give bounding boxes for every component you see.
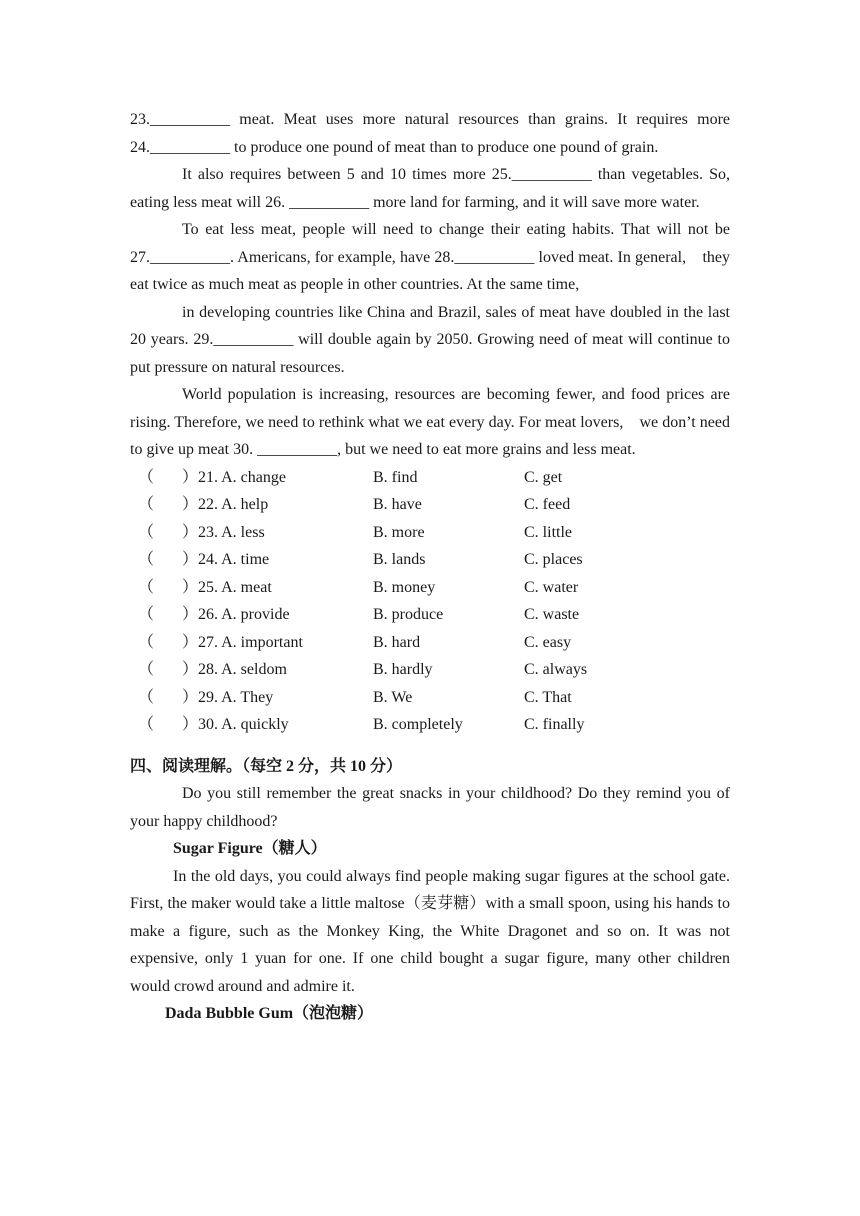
option-c: C. always [524, 661, 588, 678]
cloze-paragraph-4: in developing countries like China and Brazil, sales of meat have doubled in the last 20 years. 29.__________ will double again by 2050. Growing need of meat will continue to put pressure on natural resources. [130, 303, 730, 376]
sugar-figure-title: Sugar Figure（糖人） [173, 840, 327, 857]
option-a: 25. A. meat [198, 578, 272, 596]
answer-bracket-left: （ [138, 688, 155, 706]
answer-bracket-right: ） [182, 468, 199, 486]
cloze-paragraph-1: 23.__________ meat. Meat uses more natural resources than grains. It requires more 24.__________ to produce one pound of meat than to produce one pound of grain. [130, 111, 730, 156]
option-b: B. money [373, 578, 436, 596]
option-b: B. produce [373, 606, 444, 623]
answer-bracket-right: ） [182, 551, 199, 568]
answer-bracket-left: （ [138, 496, 155, 513]
option-row-26 [130, 601, 730, 629]
option-c: C. water [524, 578, 579, 596]
answer-bracket-left: （ [138, 633, 155, 651]
answer-bracket-right: ） [182, 496, 199, 513]
cloze-paragraph-2: It also requires between 5 and 10 times more 25.__________ than vegetables. So, eating less meat will 26. __________ more land for farming, and it will save more water. [130, 166, 730, 211]
option-c: C. That [524, 688, 572, 706]
option-a: 29. A. They [198, 688, 274, 706]
option-a: 21. A. change [198, 468, 286, 486]
cloze-paragraph-5: World population is increasing, resources are becoming fewer, and food prices are rising. Therefore, we need to rethink what we eat every day. For meat lovers, we don’t need to give up meat 30. __________, but we need to eat more grains and less meat. [130, 386, 730, 458]
option-b: B. hard [373, 633, 421, 651]
options-list [130, 464, 730, 739]
answer-bracket-left: （ [138, 606, 155, 623]
option-row-30 [130, 711, 730, 739]
sugar-figure-text: In the old days, you could always find people making sugar figures at the school gate. First, the maker would take a little maltose（麦芽糖）with a small spoon, using his hands to make a figure, such as the Monkey King, the White Dragonet and so on. It was not expensive, only 1 yuan for one. If one child bought a sugar figure, many other children would crowd around and admire it. [130, 867, 730, 995]
section-heading: 四、阅读理解。（每空 2 分，共 10 分） [130, 757, 403, 775]
option-b: B. completely [373, 716, 463, 733]
option-b: B. We [373, 688, 413, 706]
option-a: 28. A. seldom [198, 661, 287, 678]
option-c: C. places [524, 551, 583, 568]
option-row-25 [130, 574, 730, 602]
option-row-23 [130, 519, 730, 547]
cloze-paragraph-3: To eat less meat, people will need to change their eating habits. That will not be 27.__________. Americans, for example, have 28.__________ loved meat. In general, they eat twice as much meat as people in other countries. At the same time, [130, 221, 730, 293]
option-b: B. have [373, 496, 422, 513]
answer-bracket-left: （ [138, 551, 155, 568]
option-row-28 [130, 656, 730, 684]
answer-bracket-right: ） [182, 661, 199, 678]
answer-bracket-right: ） [182, 523, 199, 541]
option-row-27 [130, 629, 730, 657]
option-row-29 [130, 684, 730, 712]
answer-bracket-left: （ [138, 661, 155, 678]
answer-bracket-right: ） [182, 688, 199, 706]
option-a: 30. A. quickly [198, 716, 289, 733]
option-row-21 [130, 464, 730, 492]
option-b: B. hardly [373, 661, 433, 678]
reading-intro: Do you still remember the great snacks in your childhood? Do they remind you of your happy childhood? [130, 785, 730, 830]
answer-bracket-left: （ [138, 468, 155, 486]
answer-bracket-left: （ [138, 523, 155, 541]
option-b: B. find [373, 468, 418, 486]
option-a: 22. A. help [198, 496, 269, 513]
option-b: B. more [373, 523, 425, 541]
option-c: C. waste [524, 606, 580, 623]
option-c: C. little [524, 523, 572, 541]
answer-bracket-right: ） [182, 716, 199, 733]
option-row-24 [130, 546, 730, 574]
option-a: 27. A. important [198, 633, 303, 651]
option-c: C. feed [524, 496, 571, 513]
option-row-22 [130, 491, 730, 519]
answer-bracket-left: （ [138, 716, 155, 733]
option-c: C. get [524, 468, 563, 486]
option-a: 24. A. time [198, 551, 270, 568]
answer-bracket-right: ） [182, 578, 199, 596]
answer-bracket-right: ） [182, 606, 199, 623]
bubble-gum-title: Dada Bubble Gum（泡泡糖） [165, 1005, 374, 1022]
answer-bracket-right: ） [182, 633, 199, 651]
option-c: C. finally [524, 716, 585, 733]
option-a: 23. A. less [198, 523, 265, 541]
answer-bracket-left: （ [138, 578, 155, 596]
document-page [130, 106, 730, 1028]
option-a: 26. A. provide [198, 606, 290, 623]
option-b: B. lands [373, 551, 426, 568]
option-c: C. easy [524, 633, 572, 651]
